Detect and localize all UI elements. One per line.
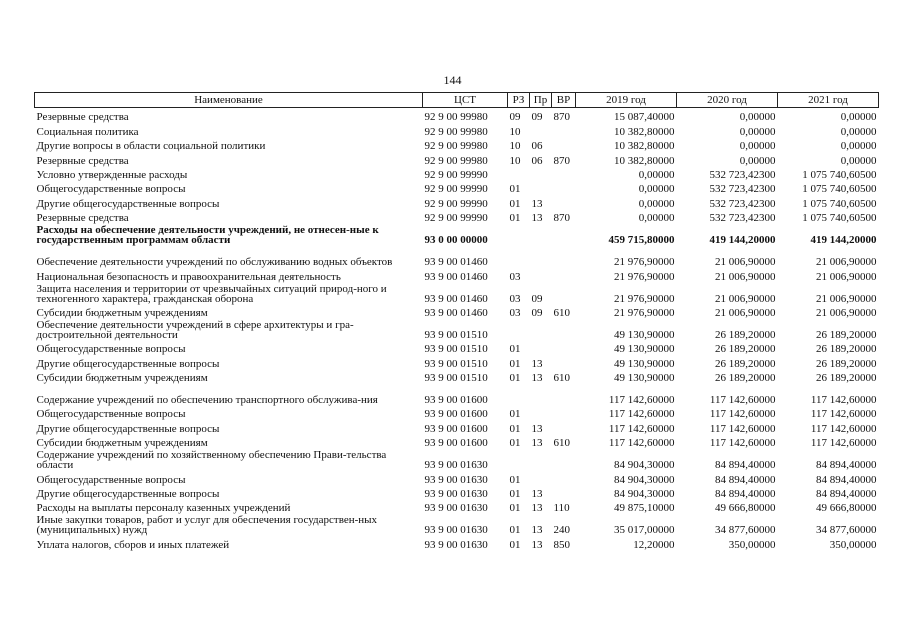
cell-cst: 93 9 00 01460: [424, 256, 488, 269]
cell-2021: 117 142,60000: [810, 437, 877, 450]
cell-cst: 92 9 00 99990: [424, 168, 488, 181]
cell-cst: 92 9 00 99990: [424, 212, 488, 225]
cell-2020: 84 894,40000: [715, 488, 776, 501]
cell-2021: 0,00000: [840, 154, 877, 167]
cell-2019: 117 142,60000: [608, 394, 675, 407]
cell-rz: 01: [509, 372, 521, 385]
table-row: [35, 405, 879, 419]
cell-rz: 01: [509, 422, 521, 435]
cell-pr: [530, 122, 552, 136]
cell-pr: 13: [531, 357, 543, 370]
cell-name: Резервные средства: [36, 212, 129, 225]
cell-cst: 93 9 00 01460: [424, 306, 488, 319]
cell-2021: 26 189,20000: [816, 328, 877, 341]
table-row: [35, 485, 879, 499]
cell-2019: 117 142,60000: [608, 437, 675, 450]
cell-cst: 93 9 00 01510: [424, 357, 488, 370]
header-vr: ВР: [552, 93, 576, 108]
cell-cst: 93 9 00 01630: [424, 538, 488, 551]
table-row: [35, 194, 879, 208]
cell-name: Субсидии бюджетным учреждениям: [36, 372, 208, 385]
cell-name: Субсидии бюджетным учреждениям: [36, 437, 208, 450]
cell-cst: 92 9 00 99990: [424, 183, 488, 196]
cell-pr: 13: [531, 197, 543, 210]
cell-name: Другие общегосударственные вопросы: [36, 422, 220, 435]
cell-2019: 49 130,90000: [614, 343, 675, 356]
cell-pr: 09: [531, 306, 543, 319]
cell-2021: 21 006,90000: [816, 292, 877, 305]
cell-2021: 0,00000: [840, 125, 877, 138]
cell-name: Резервные средства: [36, 111, 129, 124]
cell-vr: [552, 282, 576, 304]
cell-2021: 1 075 740,60500: [802, 168, 877, 181]
cell-name: Социальная политика: [36, 125, 139, 138]
header-pr: Пр: [530, 93, 552, 108]
table-header-row: [35, 93, 879, 108]
cell-rz: 03: [509, 306, 521, 319]
header-2019: 2019 год: [576, 93, 677, 108]
cell-name: Общегосударственные вопросы: [36, 473, 186, 486]
cell-2020: 419 144,20000: [709, 234, 776, 247]
cell-2020: 26 189,20000: [715, 328, 776, 341]
cell-2021: 26 189,20000: [816, 343, 877, 356]
cell-rz: 10: [509, 140, 521, 153]
table-row: [35, 245, 879, 267]
cell-name: Обеспечение деятельности учреждений по обслуживанию водных объектов: [36, 256, 393, 269]
cell-rz: 01: [509, 408, 521, 421]
cell-2019: 459 715,80000: [608, 234, 675, 247]
header-name: Наименование: [35, 93, 423, 108]
cell-pr: [530, 318, 552, 340]
cell-rz: 01: [509, 524, 521, 537]
table-row: [35, 383, 879, 405]
cell-cst: 93 0 00 00000: [424, 234, 488, 247]
header-cst: ЦСТ: [423, 93, 508, 108]
cell-rz: [508, 383, 530, 405]
cell-2020: 117 142,60000: [709, 408, 776, 421]
table-row: [35, 369, 879, 383]
cell-2021: 21 006,90000: [816, 270, 877, 283]
cell-name: Другие вопросы в области социальной политики: [36, 140, 266, 153]
cell-2019: 10 382,80000: [614, 125, 675, 138]
cell-pr: 09: [531, 111, 543, 124]
cell-vr: [552, 470, 576, 484]
table-row: [35, 166, 879, 180]
cell-2020: 21 006,90000: [715, 306, 776, 319]
cell-2021: 1 075 740,60500: [802, 197, 877, 210]
cell-2020: 117 142,60000: [709, 422, 776, 435]
cell-2019: 49 875,10000: [614, 502, 675, 515]
cell-pr: [530, 340, 552, 354]
cell-rz: [508, 223, 530, 245]
cell-rz: 01: [509, 343, 521, 356]
cell-2020: 21 006,90000: [715, 256, 776, 269]
cell-2021: 84 894,40000: [816, 473, 877, 486]
cell-name: Уплата налогов, сборов и иных платежей: [36, 538, 230, 551]
cell-pr: [530, 448, 552, 470]
cell-2021: 1 075 740,60500: [802, 183, 877, 196]
table-row: [35, 513, 879, 535]
cell-vr: [552, 383, 576, 405]
cell-2019: 10 382,80000: [614, 140, 675, 153]
cell-name: Субсидии бюджетным учреждениям: [36, 306, 208, 319]
cell-2019: 49 130,90000: [614, 328, 675, 341]
cell-2019: 84 904,30000: [614, 473, 675, 486]
cell-cst: 93 9 00 01630: [424, 524, 488, 537]
cell-name: Расходы на обеспечение деятельности учреждений, не отнесен-ные к государственным программам области: [36, 224, 379, 247]
table-body: [35, 108, 879, 550]
cell-2019: 21 976,90000: [614, 292, 675, 305]
cell-cst: 93 9 00 01630: [424, 488, 488, 501]
cell-rz: 01: [509, 488, 521, 501]
cell-2019: 35 017,00000: [614, 524, 675, 537]
cell-rz: 01: [509, 212, 521, 225]
cell-rz: 03: [509, 270, 521, 283]
table-row: [35, 282, 879, 304]
cell-2021: 1 075 740,60500: [802, 212, 877, 225]
cell-rz: 01: [509, 502, 521, 515]
cell-2020: 350,00000: [728, 538, 776, 551]
cell-cst: 93 9 00 01510: [424, 328, 488, 341]
cell-2019: 21 976,90000: [614, 256, 675, 269]
cell-2019: 0,00000: [638, 197, 675, 210]
cell-vr: 240: [553, 524, 570, 537]
cell-2021: 26 189,20000: [816, 372, 877, 385]
cell-pr: [530, 166, 552, 180]
cell-cst: 92 9 00 99980: [424, 111, 488, 124]
cell-2020: 49 666,80000: [715, 502, 776, 515]
cell-name: Содержание учреждений по хозяйственному обеспечению Прави-тельства области: [36, 449, 387, 472]
cell-2019: 12,20000: [633, 538, 675, 551]
cell-rz: [508, 448, 530, 470]
cell-vr: [552, 340, 576, 354]
table-row: [35, 434, 879, 448]
cell-2020: 532 723,42300: [709, 212, 776, 225]
cell-2019: 84 904,30000: [614, 488, 675, 501]
cell-cst: 92 9 00 99990: [424, 197, 488, 210]
cell-name: Условно утвержденные расходы: [36, 168, 188, 181]
cell-2020: 26 189,20000: [715, 343, 776, 356]
table-row: [35, 419, 879, 433]
cell-rz: 10: [509, 154, 521, 167]
cell-vr: [552, 223, 576, 245]
cell-cst: 93 9 00 01510: [424, 372, 488, 385]
cell-2019: 84 904,30000: [614, 459, 675, 472]
cell-vr: [552, 318, 576, 340]
cell-vr: 870: [553, 212, 570, 225]
cell-2020: 532 723,42300: [709, 197, 776, 210]
cell-vr: [552, 180, 576, 194]
cell-2019: 49 130,90000: [614, 357, 675, 370]
cell-vr: 610: [553, 437, 570, 450]
cell-2020: 21 006,90000: [715, 292, 776, 305]
page-number: 144: [443, 73, 462, 87]
cell-name: Иные закупки товаров, работ и услуг для обеспечения государствен-ных (муниципальных) нужд: [36, 514, 378, 537]
cell-2020: 84 894,40000: [715, 473, 776, 486]
cell-pr: [530, 223, 552, 245]
cell-vr: 850: [553, 538, 570, 551]
cell-cst: 93 9 00 01630: [424, 473, 488, 486]
cell-2020: 21 006,90000: [715, 270, 776, 283]
table-row: [35, 448, 879, 470]
cell-name: Обеспечение деятельности учреждений в сфере архитектуры и гра-достроительной деятельности: [36, 318, 354, 341]
cell-name: Другие общегосударственные вопросы: [36, 357, 220, 370]
cell-2019: 49 130,90000: [614, 372, 675, 385]
cell-vr: [552, 194, 576, 208]
cell-vr: [552, 122, 576, 136]
cell-2019: 10 382,80000: [614, 154, 675, 167]
cell-vr: [552, 245, 576, 267]
cell-pr: [530, 245, 552, 267]
cell-rz: [508, 166, 530, 180]
cell-vr: [552, 405, 576, 419]
cell-2020: 0,00000: [739, 140, 776, 153]
cell-pr: [530, 470, 552, 484]
cell-name: Общегосударственные вопросы: [36, 343, 186, 356]
table-row: [35, 470, 879, 484]
cell-2020: 84 894,40000: [715, 459, 776, 472]
cell-2020: 117 142,60000: [709, 394, 776, 407]
cell-name: Другие общегосударственные вопросы: [36, 197, 220, 210]
cell-vr: 110: [553, 502, 570, 515]
cell-pr: 13: [531, 524, 543, 537]
cell-2021: 26 189,20000: [816, 357, 877, 370]
table-row: [35, 318, 879, 340]
table-row: [35, 137, 879, 151]
cell-2020: 26 189,20000: [715, 372, 776, 385]
cell-name: Содержание учреждений по обеспечению транспортного обслужива-ния: [36, 394, 378, 407]
cell-cst: 93 9 00 01630: [424, 502, 488, 515]
cell-vr: 870: [553, 111, 570, 124]
cell-2021: 84 894,40000: [816, 459, 877, 472]
cell-2020: 26 189,20000: [715, 357, 776, 370]
cell-2021: 117 142,60000: [810, 394, 877, 407]
cell-2020: 0,00000: [739, 111, 776, 124]
table-row: [35, 499, 879, 513]
table-row: [35, 354, 879, 368]
cell-pr: 13: [531, 488, 543, 501]
cell-pr: 06: [531, 154, 543, 167]
cell-vr: [552, 485, 576, 499]
cell-name: Общегосударственные вопросы: [36, 408, 186, 421]
cell-cst: 93 9 00 01600: [424, 394, 488, 407]
cell-2021: 21 006,90000: [816, 256, 877, 269]
cell-pr: [530, 383, 552, 405]
table-row: [35, 223, 879, 245]
cell-vr: [552, 448, 576, 470]
cell-2021: 0,00000: [840, 111, 877, 124]
cell-2019: 21 976,90000: [614, 270, 675, 283]
cell-rz: 01: [509, 197, 521, 210]
cell-name: Резервные средства: [36, 154, 129, 167]
cell-cst: 93 9 00 01630: [424, 459, 488, 472]
cell-2019: 0,00000: [638, 212, 675, 225]
cell-2019: 15 087,40000: [614, 111, 675, 124]
cell-vr: [552, 267, 576, 281]
cell-2020: 34 877,60000: [715, 524, 776, 537]
cell-vr: 870: [553, 154, 570, 167]
cell-name: Расходы на выплаты персоналу казенных учреждений: [36, 502, 291, 515]
cell-rz: 10: [509, 125, 521, 138]
header-2020: 2020 год: [677, 93, 778, 108]
cell-2020: 0,00000: [739, 154, 776, 167]
cell-name: Общегосударственные вопросы: [36, 183, 186, 196]
cell-name: Национальная безопасность и правоохранительная деятельность: [36, 270, 341, 283]
cell-2021: 49 666,80000: [816, 502, 877, 515]
cell-2021: 117 142,60000: [810, 408, 877, 421]
cell-pr: 13: [531, 502, 543, 515]
cell-vr: [552, 419, 576, 433]
cell-cst: 93 9 00 01600: [424, 437, 488, 450]
cell-pr: [530, 405, 552, 419]
table-row: [35, 340, 879, 354]
cell-vr: [552, 137, 576, 151]
table-row: [35, 304, 879, 318]
cell-pr: 13: [531, 538, 543, 551]
table-row: [35, 209, 879, 223]
header-rz: РЗ: [508, 93, 530, 108]
cell-cst: 93 9 00 01600: [424, 422, 488, 435]
cell-rz: 01: [509, 437, 521, 450]
table-row: [35, 180, 879, 194]
cell-vr: 610: [553, 372, 570, 385]
cell-2019: 21 976,90000: [614, 306, 675, 319]
table-row: [35, 122, 879, 136]
table-row: [35, 535, 879, 549]
budget-table: [34, 92, 879, 550]
table-row: [35, 108, 879, 123]
cell-cst: 92 9 00 99980: [424, 125, 488, 138]
header-2021: 2021 год: [778, 93, 879, 108]
cell-rz: [508, 245, 530, 267]
cell-2019: 0,00000: [638, 168, 675, 181]
cell-pr: 06: [531, 140, 543, 153]
cell-2021: 84 894,40000: [816, 488, 877, 501]
cell-2020: 0,00000: [739, 125, 776, 138]
cell-pr: [530, 180, 552, 194]
cell-rz: 01: [509, 473, 521, 486]
cell-2019: 117 142,60000: [608, 408, 675, 421]
cell-vr: [552, 354, 576, 368]
cell-cst: 93 9 00 01460: [424, 270, 488, 283]
cell-pr: 13: [531, 422, 543, 435]
cell-pr: 13: [531, 372, 543, 385]
cell-2019: 0,00000: [638, 183, 675, 196]
cell-2020: 532 723,42300: [709, 168, 776, 181]
cell-2021: 419 144,20000: [810, 234, 877, 247]
cell-rz: 03: [509, 292, 521, 305]
cell-cst: 92 9 00 99980: [424, 140, 488, 153]
cell-pr: [530, 267, 552, 281]
cell-2021: 117 142,60000: [810, 422, 877, 435]
cell-name: Защита населения и территории от чрезвычайных ситуаций природ-ного и техногенного характера, гражданская оборона: [36, 282, 387, 305]
cell-name: Другие общегосударственные вопросы: [36, 488, 220, 501]
cell-cst: 93 9 00 01460: [424, 292, 488, 305]
cell-vr: [552, 166, 576, 180]
cell-2021: 21 006,90000: [816, 306, 877, 319]
cell-rz: 09: [509, 111, 521, 124]
cell-2021: 34 877,60000: [816, 524, 877, 537]
cell-cst: 92 9 00 99980: [424, 154, 488, 167]
cell-rz: 01: [509, 538, 521, 551]
cell-vr: 610: [553, 306, 570, 319]
table-row: [35, 267, 879, 281]
cell-2021: 0,00000: [840, 140, 877, 153]
cell-2020: 117 142,60000: [709, 437, 776, 450]
cell-rz: 01: [509, 183, 521, 196]
cell-pr: 13: [531, 212, 543, 225]
cell-pr: 13: [531, 437, 543, 450]
cell-cst: 93 9 00 01510: [424, 343, 488, 356]
cell-2020: 532 723,42300: [709, 183, 776, 196]
cell-2019: 117 142,60000: [608, 422, 675, 435]
cell-2021: 350,00000: [829, 538, 877, 551]
cell-rz: [508, 318, 530, 340]
cell-cst: 93 9 00 01600: [424, 408, 488, 421]
cell-pr: 09: [531, 292, 543, 305]
table-row: [35, 151, 879, 165]
cell-rz: 01: [509, 357, 521, 370]
